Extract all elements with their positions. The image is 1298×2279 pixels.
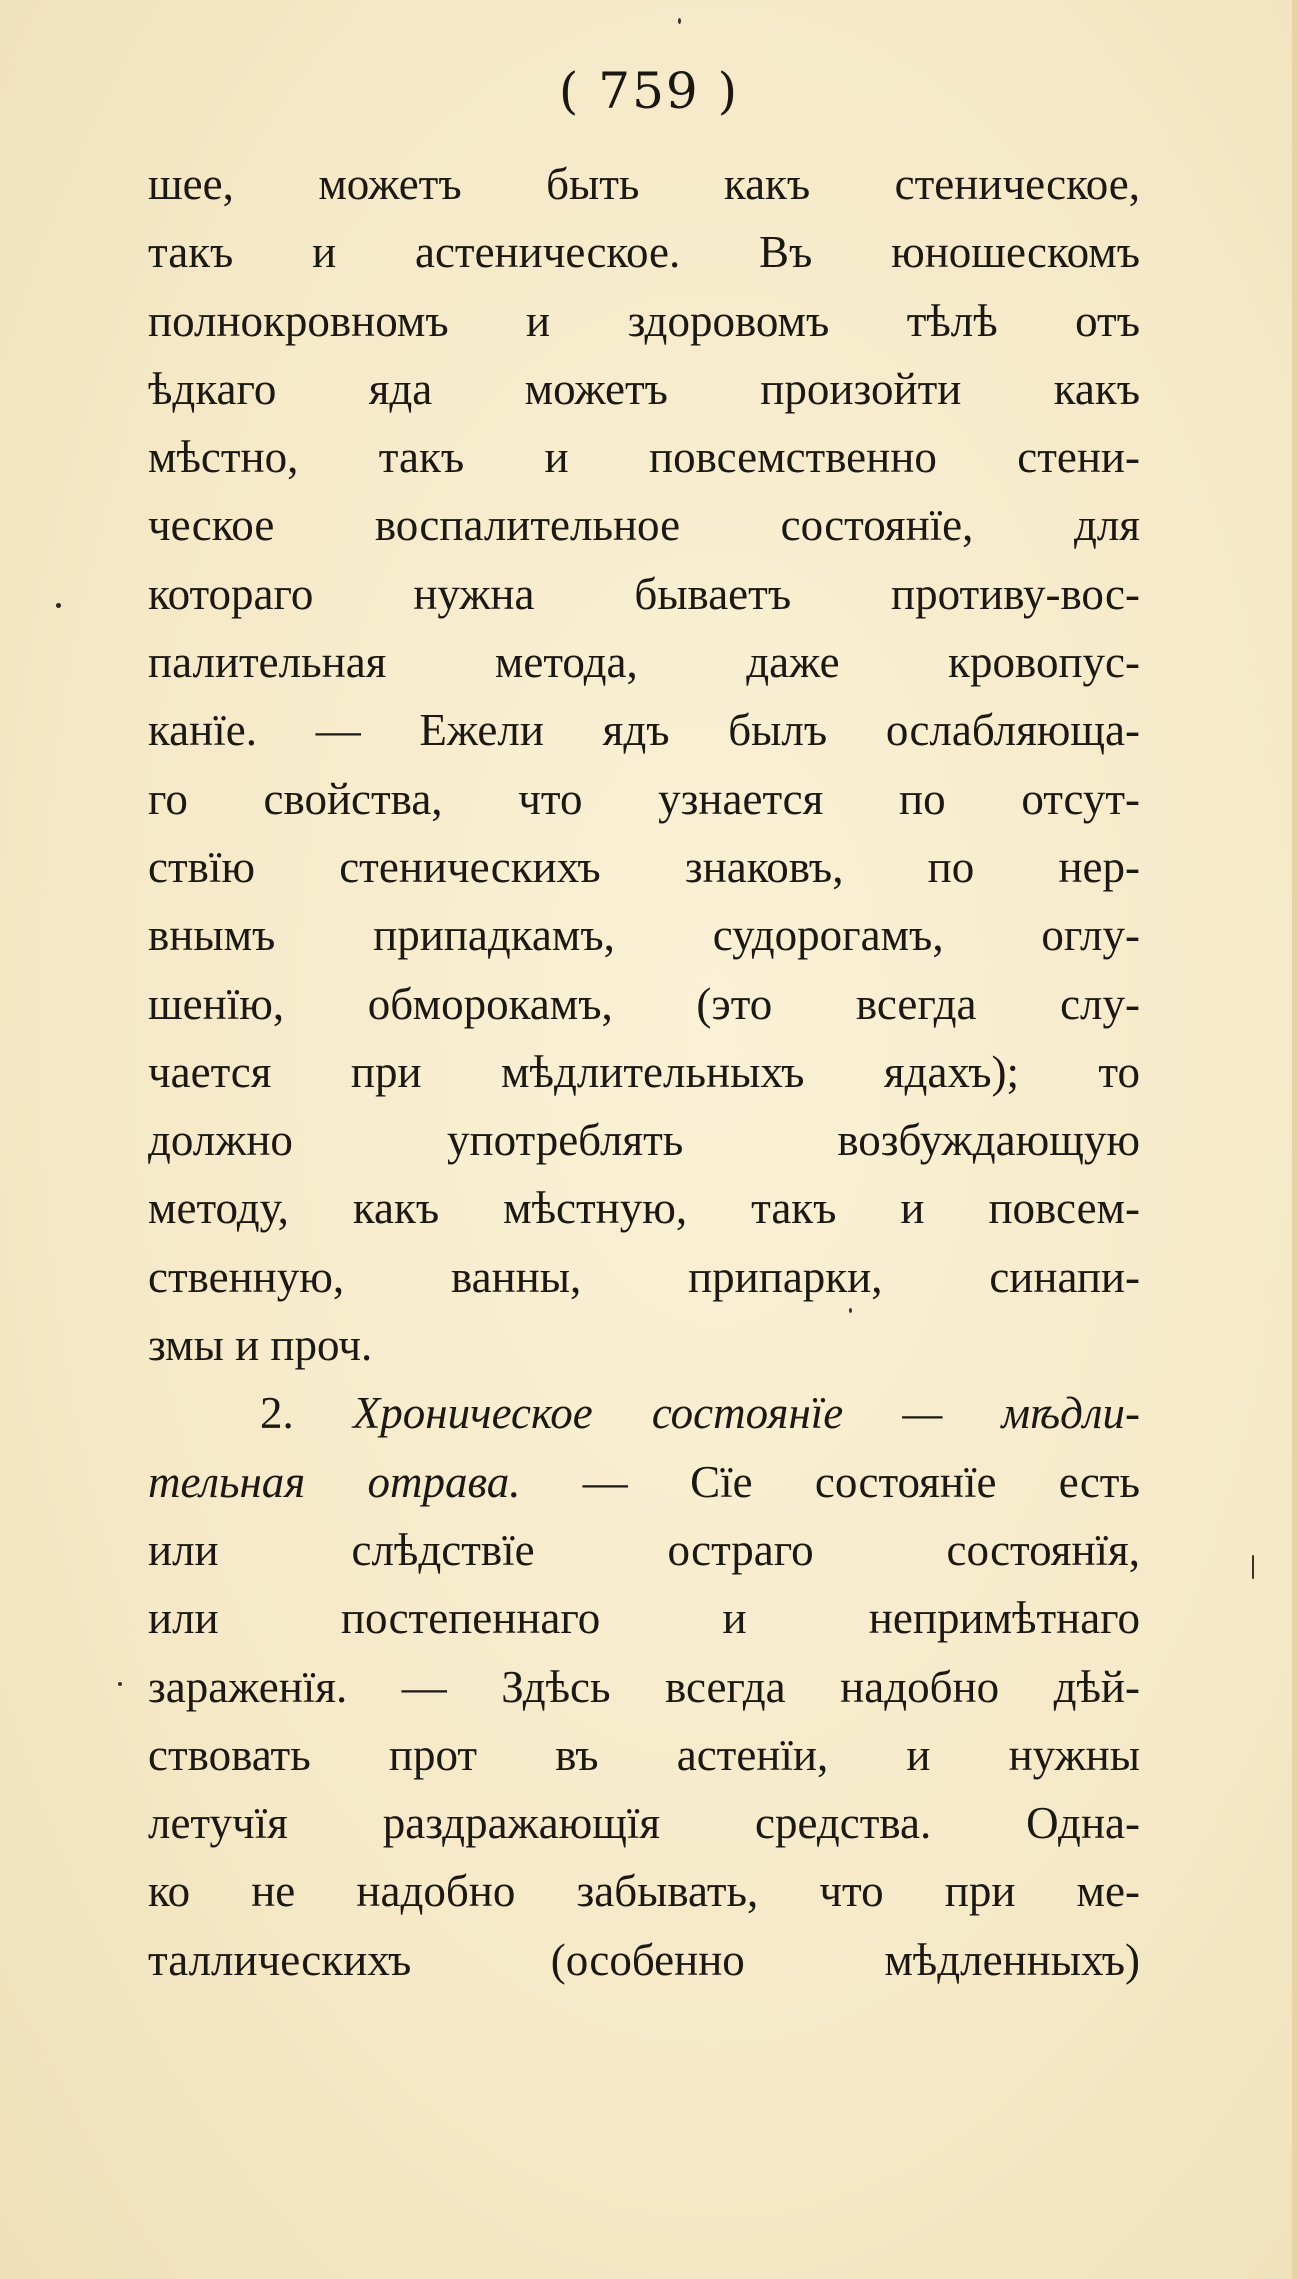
- paper-speck: [1252, 1555, 1254, 1579]
- text-line: или слѣдствїе остраго состоянїя,: [148, 1524, 1140, 1575]
- text-line: ственную, ванны, припарки, синапи-: [148, 1251, 1140, 1302]
- body-text: [148, 150, 1140, 1994]
- section-number: 2.: [260, 1388, 294, 1439]
- text-line: методу, какъ мѣстную, такъ и повсем-: [148, 1183, 1140, 1234]
- text-line: мѣстно, такъ и повсемственно стени-: [148, 432, 1140, 483]
- page-edge: [1292, 0, 1298, 2279]
- text-line: канїе. — Ежели ядъ былъ ослабляюща-: [148, 705, 1140, 756]
- paper-speck: [849, 1308, 852, 1313]
- paper-speck: [118, 1682, 122, 1686]
- text-line: ко не надобно забывать, что при ме-: [148, 1866, 1140, 1917]
- text-line: ствїю стеническихъ знаковъ, по нер-: [148, 841, 1140, 892]
- text-line: ствовать прот въ астенїи, и нужны: [148, 1729, 1140, 1780]
- text-line: должно употреблять возбуждающую: [148, 1115, 1140, 1166]
- text-line: котораго нужна бываетъ противу-вос-: [148, 568, 1140, 619]
- text-line: чается при мѣдлительныхъ ядахъ); то: [148, 1046, 1140, 1097]
- text-line: полнокровномъ и здоровомъ тѣлѣ отъ: [148, 295, 1140, 346]
- text-line: зараженїя. — Здѣсь всегда надобно дѣй-: [148, 1661, 1140, 1712]
- text-line: летучїя раздражающїя средства. Одна-: [148, 1798, 1140, 1849]
- text-line: таллическихъ (особенно мѣдленныхъ): [148, 1934, 1140, 1985]
- text-line: ческое воспалительное состоянїе, для: [148, 500, 1140, 551]
- paper-speck: [678, 18, 681, 24]
- text-line: или постепеннаго и непримѣтнаго: [148, 1593, 1140, 1644]
- text-line: палительная метода, даже кровопус-: [148, 637, 1140, 688]
- text-line: шенїю, обморокамъ, (это всегда слу-: [148, 978, 1140, 1029]
- section-title-part-2: тельная отрава.: [148, 1456, 521, 1507]
- section-title-part-1: Хроническое состоянїе — мѣдли-: [352, 1388, 1140, 1439]
- section-2-heading-line: [148, 1379, 1140, 1447]
- section-2-title-line: [148, 1448, 1140, 1516]
- text-line: змы и проч.: [148, 1320, 373, 1371]
- page-number: ( 759 ): [558, 62, 740, 120]
- text-line: такъ и астеническое. Въ юношескомъ: [148, 227, 1140, 278]
- text-line: шее, можетъ быть какъ стеническое,: [148, 159, 1140, 209]
- text-line: го свойства, что узнается по отсут-: [148, 773, 1140, 824]
- text-line: ѣдкаго яда можетъ произойти какъ: [148, 363, 1140, 414]
- text-line: внымъ припадкамъ, судорогамъ, оглу-: [148, 910, 1140, 961]
- margin-mark: [56, 603, 61, 608]
- section-text-start: — Сїе состоянїе есть: [520, 1456, 1140, 1507]
